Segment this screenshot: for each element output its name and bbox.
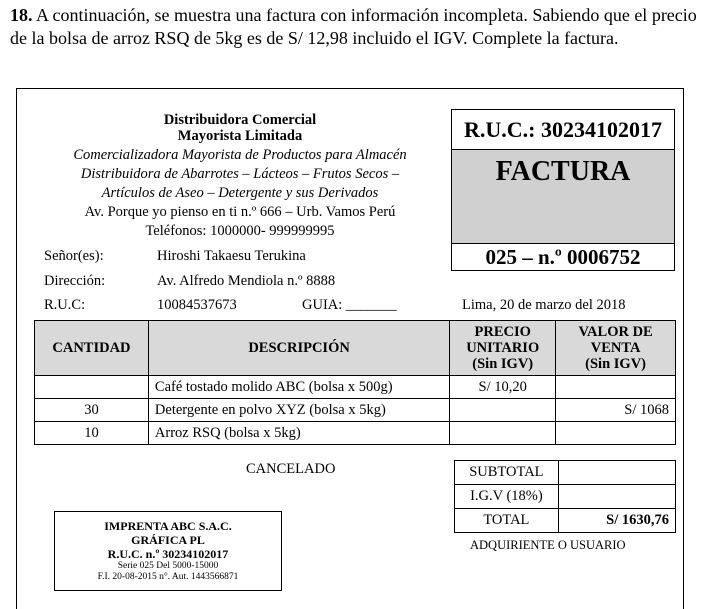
imprenta-line1: IMPRENTA ABC S.A.C. xyxy=(104,519,232,533)
igv-value xyxy=(558,485,675,509)
cell-precio xyxy=(450,422,556,445)
total-row xyxy=(455,509,676,533)
header-precio xyxy=(450,321,556,376)
total-value: S/ 1630,76 xyxy=(558,509,675,533)
senor-value: Hiroshi Takaesu Terukina xyxy=(157,248,306,264)
items-table xyxy=(34,320,676,445)
cell-precio: S/ 10,20 xyxy=(450,376,556,399)
company-phones: Teléfonos: 1000000- 999999995 xyxy=(145,223,335,239)
problem-text: A continuación, se muestra una factura con información incompleta. Sabiendo que el precio de la bolsa de arroz RSQ de 5kg es de S/ 12,98 incluido el IGV. Complete la factura. xyxy=(10,5,697,48)
senor-label: Señor(es): xyxy=(44,248,104,264)
total-label: TOTAL xyxy=(455,509,559,533)
cell-valor xyxy=(556,376,676,399)
factura-title: FACTURA xyxy=(451,149,675,244)
cell-valor: S/ 1068 xyxy=(556,399,676,422)
direccion-label: Dirección: xyxy=(44,273,106,289)
header-valor-line3: (Sin IGV) xyxy=(585,356,646,372)
ruc-box: R.U.C.: 30234102017 xyxy=(451,109,675,150)
header-cantidad: CANTIDAD xyxy=(35,321,149,376)
subtotal-label: SUBTOTAL xyxy=(455,461,559,485)
company-desc-line1: Comercializadora Mayorista de Productos para Almacén xyxy=(73,147,407,163)
header-descripcion: DESCRIPCIÓN xyxy=(148,321,449,376)
cell-descripcion: Arroz RSQ (bolsa x 5kg) xyxy=(148,422,449,445)
header-valor xyxy=(556,321,676,376)
cancelado-label: CANCELADO xyxy=(246,461,336,477)
header-precio-line2: UNITARIO xyxy=(466,340,540,356)
guia-field: GUIA: _______ xyxy=(302,297,397,313)
cell-precio xyxy=(450,399,556,422)
adquiriente-label: ADQUIRIENTE O USUARIO xyxy=(470,538,626,552)
table-row xyxy=(35,376,676,399)
ruc-label: R.U.C: xyxy=(44,297,86,313)
cell-cantidad: 10 xyxy=(35,422,149,445)
cell-cantidad: 30 xyxy=(35,399,149,422)
subtotal-row xyxy=(455,461,676,485)
invoice-number: 025 – n.º 0006752 xyxy=(451,243,675,271)
header-valor-line2: VENTA xyxy=(590,340,641,356)
direccion-value: Av. Alfredo Mendiola n.º 8888 xyxy=(157,273,336,289)
igv-label: I.G.V (18%) xyxy=(455,485,559,509)
company-name-line2: Mayorista Limitada xyxy=(177,128,303,144)
imprenta-line3: R.U.C. n.º 30234102017 xyxy=(107,547,229,561)
cell-cantidad xyxy=(35,376,149,399)
problem-number: 18. xyxy=(10,5,33,25)
imprenta-box xyxy=(54,511,282,591)
company-name-line1: Distribuidora Comercial xyxy=(163,112,317,128)
cell-valor xyxy=(556,422,676,445)
igv-row xyxy=(455,485,676,509)
table-row xyxy=(35,422,676,445)
table-header-row xyxy=(35,321,676,376)
ruc-value: 10084537673 xyxy=(157,297,237,313)
company-header xyxy=(40,111,440,241)
company-desc-line2: Distribuidora de Abarrotes – Lácteos – Frutos Secos – xyxy=(80,166,400,182)
subtotal-value xyxy=(558,461,675,485)
header-valor-line1: VALOR DE xyxy=(578,324,653,340)
imprenta-line4: Serie 025 Del 5000-15000 xyxy=(117,561,219,571)
problem-statement xyxy=(10,4,704,50)
company-address: Av. Porque yo pienso en ti n.º 666 – Urb. Vamos Perú xyxy=(84,204,396,220)
invoice-date: Lima, 20 de marzo del 2018 xyxy=(462,297,626,313)
header-precio-line3: (Sin IGV) xyxy=(472,356,534,372)
cell-descripcion: Detergente en polvo XYZ (bolsa x 5kg) xyxy=(148,399,449,422)
imprenta-line2: GRÁFICA PL xyxy=(131,533,205,547)
table-row xyxy=(35,399,676,422)
company-desc-line3: Artículos de Aseo – Detergente y sus Derivados xyxy=(101,185,379,201)
cell-descripcion: Café tostado molido ABC (bolsa x 500g) xyxy=(148,376,449,399)
totals-table xyxy=(454,460,676,533)
imprenta-line5: F.I. 20-08-2015 n°. Aut. 1443566871 xyxy=(97,572,239,582)
header-precio-line1: PRECIO xyxy=(474,324,531,340)
